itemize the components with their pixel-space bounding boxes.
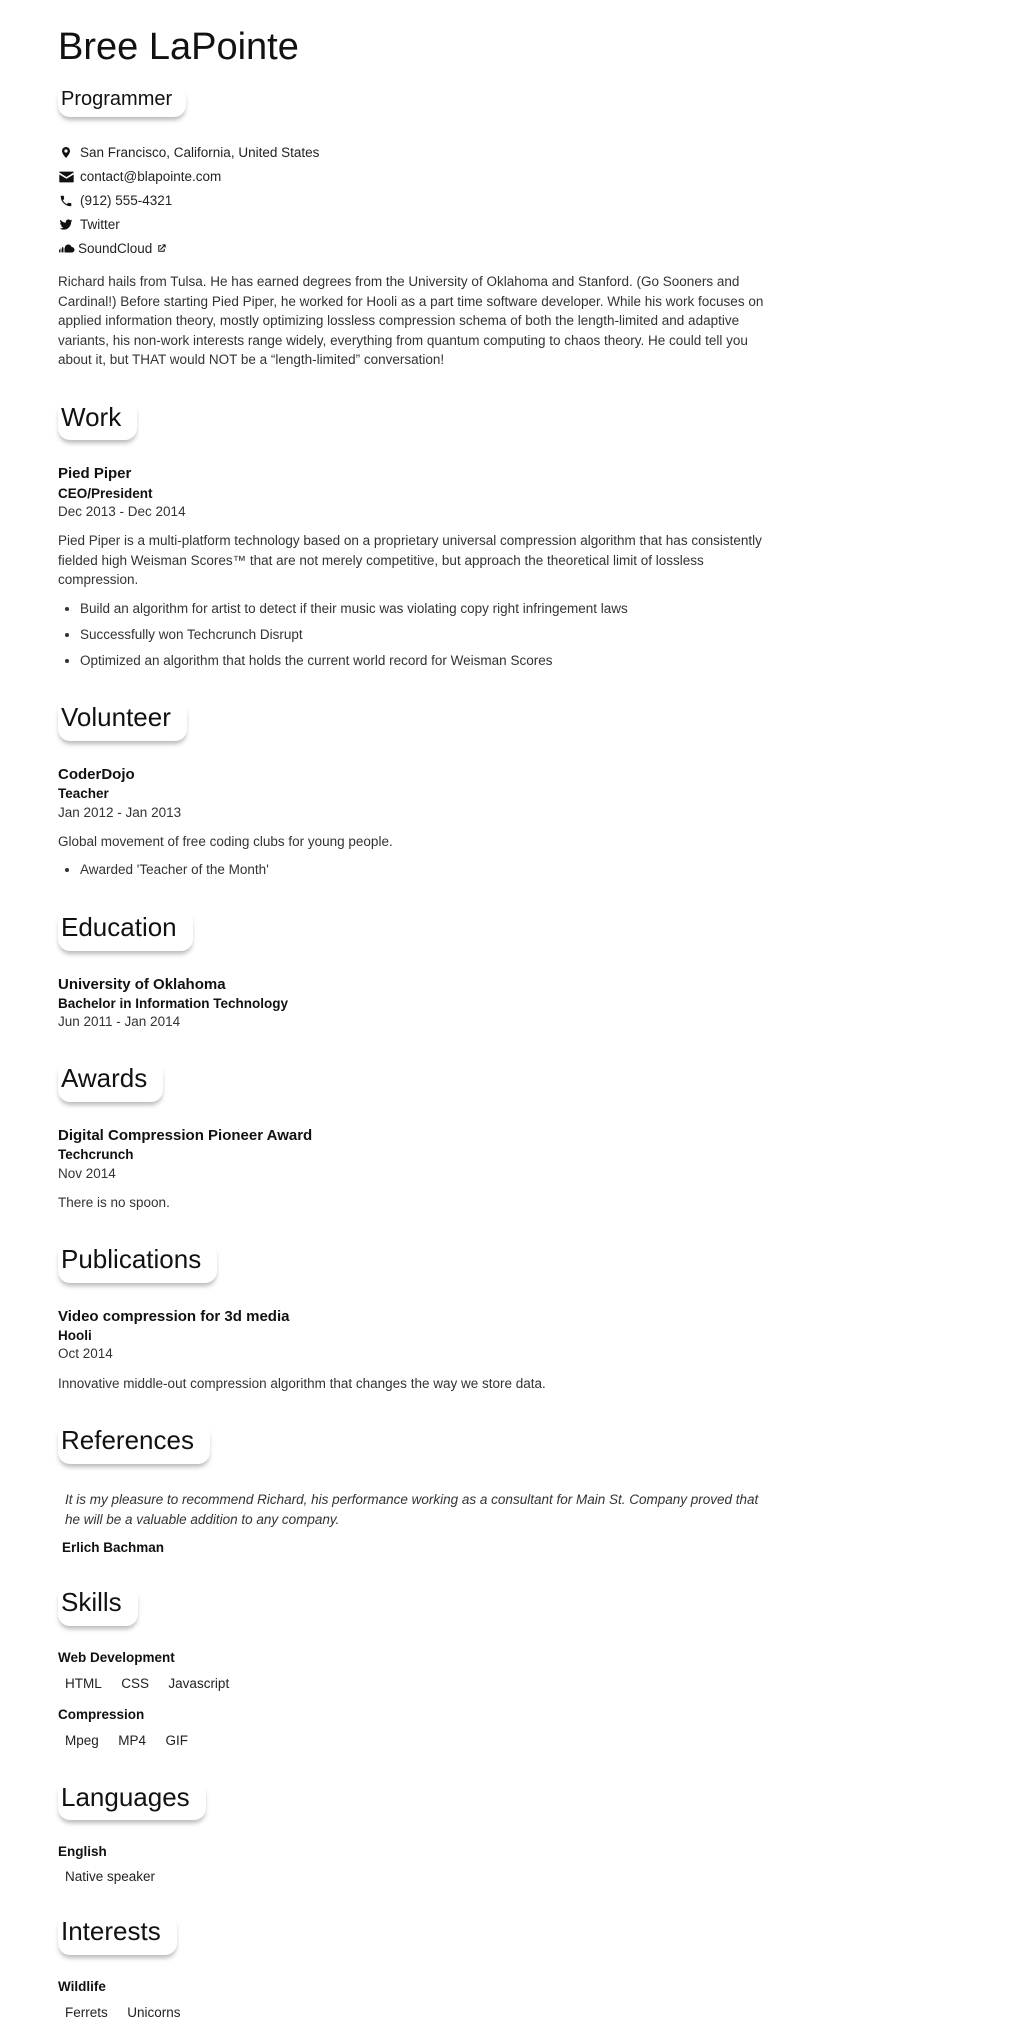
- volunteer-highlights: [66, 861, 790, 880]
- interest-keywords: [65, 2004, 790, 2022]
- work-section: [58, 400, 790, 671]
- skill-keyword: GIF: [165, 1732, 188, 1748]
- reference-item: [58, 1490, 790, 1556]
- education-dates: Jun 2011 - Jan 2014: [58, 1014, 181, 1030]
- volunteer-highlight: • Awarded 'Teacher of the Month': [80, 861, 790, 880]
- skill-group: [58, 1650, 790, 1693]
- contact-location: [58, 145, 790, 160]
- publication-publisher: Hooli: [58, 1328, 92, 1344]
- skills-heading: Skills: [58, 1585, 138, 1626]
- languages-heading: Languages: [58, 1780, 206, 1821]
- twitter-icon: [58, 219, 74, 231]
- phone-icon: [58, 194, 74, 208]
- interests-heading: Interests: [58, 1914, 177, 1955]
- contact-twitter-text: Twitter: [80, 217, 120, 232]
- person-name: Bree LaPointe: [58, 26, 299, 68]
- publication-summary: Innovative middle-out compression algorithm that changes the way we store data.: [58, 1375, 546, 1391]
- contact-email-text: contact@blapointe.com: [80, 169, 222, 184]
- volunteer-section: [58, 700, 790, 880]
- skill-group-name: Compression: [58, 1706, 145, 1722]
- volunteer-position: Teacher: [58, 786, 109, 802]
- interests-section: [58, 1914, 790, 2022]
- work-company: Pied Piper: [58, 465, 132, 483]
- reference-name: Erlich Bachman: [62, 1540, 165, 1556]
- contact-twitter[interactable]: [58, 217, 790, 232]
- skill-group: [58, 1707, 790, 1750]
- award-date: Nov 2014: [58, 1165, 116, 1181]
- work-item: [58, 464, 790, 670]
- publication-item: [58, 1307, 790, 1393]
- skill-keyword: MP4: [118, 1732, 146, 1748]
- work-summary: Pied Piper is a multi-platform technology based on a proprietary universal compression algorithm that has consistently fielded high Weisman Scores™ that are not merely competitive, but approach the theoretical limit of lossless compression.: [58, 533, 762, 588]
- award-awarder: Techcrunch: [58, 1147, 134, 1163]
- skills-section: [58, 1585, 790, 1750]
- language-name: English: [58, 1844, 107, 1860]
- language-fluency: Native speaker: [65, 1869, 156, 1885]
- interest-group-name: Wildlife: [58, 1979, 106, 1995]
- volunteer-summary: Global movement of free coding clubs for young people.: [58, 833, 393, 849]
- work-highlight: • Build an algorithm for artist to detect if their music was violating copy right infringement laws: [80, 600, 790, 619]
- language-item: [58, 1844, 790, 1884]
- education-degree: Bachelor in Information Technology: [58, 996, 289, 1012]
- skill-keyword: CSS: [121, 1675, 149, 1691]
- volunteer-organization: CoderDojo: [58, 766, 135, 784]
- contact-email[interactable]: [58, 169, 790, 184]
- volunteer-dates: Jan 2012 - Jan 2013: [58, 804, 182, 820]
- award-summary: There is no spoon.: [58, 1194, 170, 1210]
- skill-group-name: Web Development: [58, 1649, 175, 1665]
- references-heading: References: [58, 1423, 210, 1464]
- soundcloud-icon: [58, 243, 76, 254]
- award-item: [58, 1126, 790, 1212]
- volunteer-item: [58, 765, 790, 880]
- publication-date: Oct 2014: [58, 1346, 113, 1362]
- reference-quote: It is my pleasure to recommend Richard, his performance working as a consultant for Main St. Company proved that he will be a valuable addition to any company.: [65, 1491, 759, 1527]
- interest-keyword: Unicorns: [127, 2005, 181, 2021]
- contact-location-text: San Francisco, California, United States: [80, 145, 320, 160]
- contact-phone-text: (912) 555-4321: [80, 193, 173, 208]
- work-highlights: [66, 600, 790, 671]
- contact-phone: [58, 193, 790, 208]
- work-position: CEO/President: [58, 485, 153, 501]
- volunteer-heading: Volunteer: [58, 700, 187, 741]
- envelope-icon: [58, 171, 74, 183]
- awards-section: [58, 1061, 790, 1212]
- awards-heading: Awards: [58, 1061, 163, 1102]
- work-dates: Dec 2013 - Dec 2014: [58, 503, 186, 519]
- interest-keyword: Ferrets: [65, 2005, 108, 2021]
- skill-keyword: HTML: [65, 1675, 102, 1691]
- external-link-icon: [156, 243, 167, 254]
- contact-list: [58, 145, 790, 256]
- location-pin-icon: [58, 145, 74, 160]
- publication-name: Video compression for 3d media: [58, 1307, 290, 1325]
- skill-keyword: Mpeg: [65, 1732, 99, 1748]
- education-item: [58, 975, 790, 1032]
- work-highlight: • Successfully won Techcrunch Disrupt: [80, 626, 790, 645]
- education-institution: University of Oklahoma: [58, 975, 226, 993]
- contact-soundcloud-text: SoundCloud: [78, 241, 153, 256]
- publications-heading: Publications: [58, 1242, 217, 1283]
- work-heading: Work: [58, 400, 137, 441]
- person-label: Programmer: [58, 85, 186, 117]
- education-section: [58, 910, 790, 1031]
- interest-group: [58, 1979, 790, 2022]
- references-section: [58, 1423, 790, 1555]
- education-heading: Education: [58, 910, 193, 951]
- contact-soundcloud[interactable]: [58, 241, 790, 256]
- award-title: Digital Compression Pioneer Award: [58, 1127, 313, 1145]
- skill-keywords: [65, 1732, 790, 1750]
- languages-section: [58, 1780, 790, 1885]
- publications-section: [58, 1242, 790, 1393]
- work-highlight: • Optimized an algorithm that holds the current world record for Weisman Scores: [80, 652, 790, 671]
- skill-keyword: Javascript: [168, 1675, 230, 1691]
- skill-keywords: [65, 1675, 790, 1693]
- profile-summary: Richard hails from Tulsa. He has earned degrees from the University of Oklahoma and Stanford. (Go Sooners and Cardinal!) Before starting Pied Piper, he worked for Hooli as a part time software developer. While his work focuses on applied information theory, mostly optimizing lossless compression schema of both the length-limited and adaptive variants, his non-work interests range widely, everything from quantum computing to chaos theory. He could tell you about it, but THAT would NOT be a “length-limited” conversation!: [58, 274, 764, 368]
